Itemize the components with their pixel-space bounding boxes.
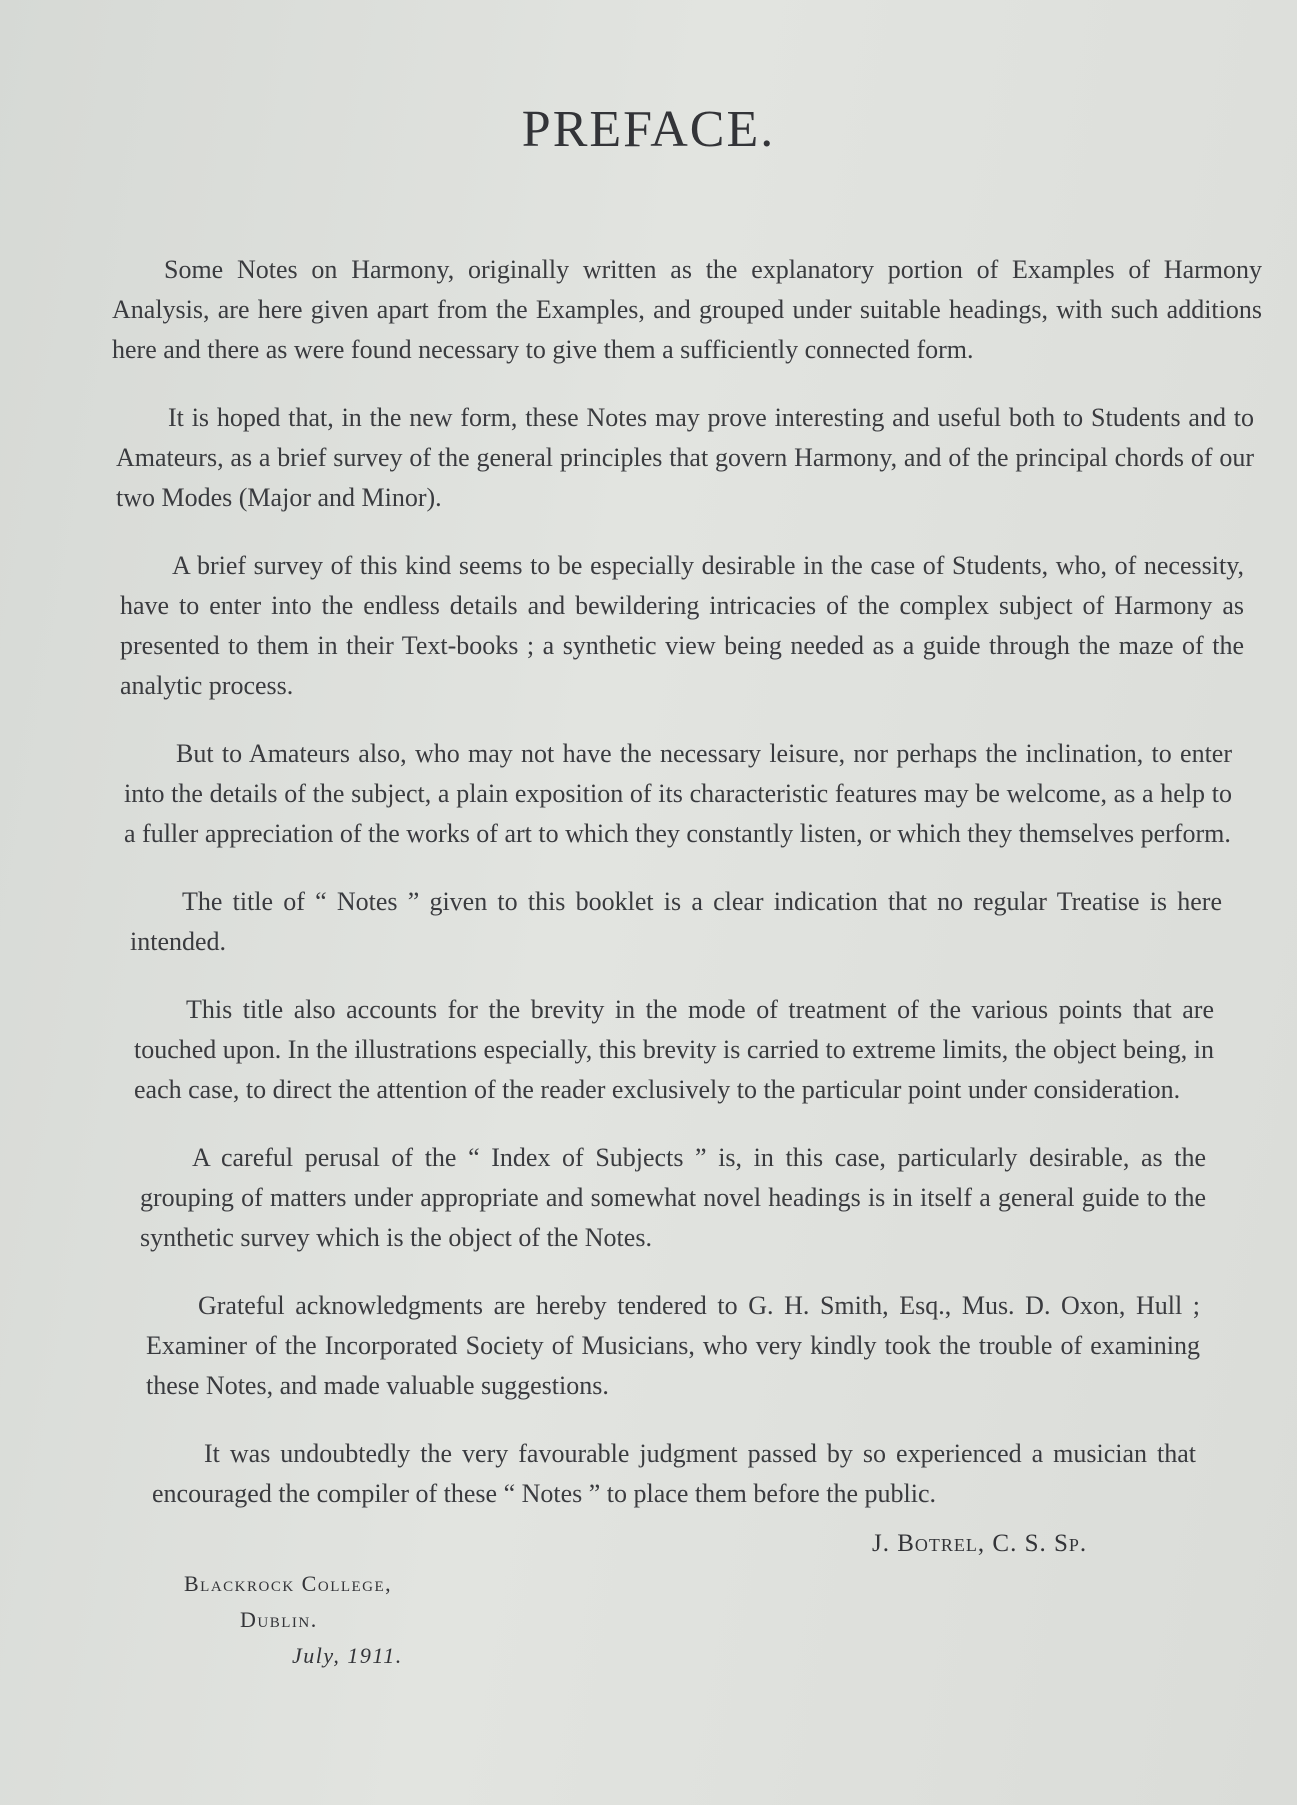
paragraph-6: This title also accounts for the brevity in the mode of treatment of the various points that are touched upon. In the illustrations especially, this brevity is carried to extreme limits, the object being, in each case, to direct the attention of the reader exclusively to the particular point under consideration. (134, 995, 1214, 1104)
paragraph-8: Grateful acknowledgments are hereby tendered to G. H. Smith, Esq., Mus. D. Oxon, Hull ; Examiner of the Incorporated Society of Musicians, who very kindly took the trouble of examining these Notes, and made valuable suggestions. (146, 1291, 1200, 1400)
paragraph-7: A careful perusal of the “ Index of Subjects ” is, in this case, particularly desirable, as the grouping of matters under appropriate and somewhat novel headings is in itself a general guide to the synthetic survey which is the object of the Notes. (140, 1143, 1206, 1252)
preface-body (112, 250, 1262, 1542)
paragraph-5: The title of “ Notes ” given to this booklet is a clear indication that no regular Treatise is here intended. (130, 887, 1222, 956)
address-line-city: Dublin. (240, 1607, 318, 1632)
page-title: PREFACE. (521, 101, 776, 158)
address-date: July, 1911. (292, 1643, 403, 1668)
author-signature: J. Botrel, C. S. Sp. (872, 1530, 1088, 1557)
paragraph-1: Some Notes on Harmony, originally written as the explanatory portion of Examples of Harmony Analysis, are here given apart from the Examples, and grouped under suitable headings, with such additions here and there as were found necessary to give them a sufficiently connected form. (112, 255, 1262, 364)
address-block (184, 1566, 403, 1674)
paragraph-3: A brief survey of this kind seems to be especially desirable in the case of Students, who, of necessity, have to enter into the endless details and bewildering intricacies of the complex subject of Harmony as presented to them in their Text-books ; a synthetic view being needed as a guide through the maze of the analytic process. (120, 551, 1244, 700)
paragraph-2: It is hoped that, in the new form, these Notes may prove interesting and useful both to Students and to Amateurs, as a brief survey of the general principles that govern Harmony, and of the principal chords of our two Modes (Major and Minor). (116, 403, 1254, 512)
address-line-college: Blackrock College, (184, 1571, 393, 1596)
paragraph-4: But to Amateurs also, who may not have the necessary leisure, nor perhaps the inclination, to enter into the details of the subject, a plain exposition of its characteristic features may be welcome, as a help to a fuller appreciation of the works of art to which they constantly listen, or which they themselves perform. (124, 739, 1232, 848)
paragraph-9: It was undoubtedly the very favourable judgment passed by so experienced a musician that encouraged the compiler of these “ Notes ” to place them before the public. (152, 1439, 1196, 1508)
